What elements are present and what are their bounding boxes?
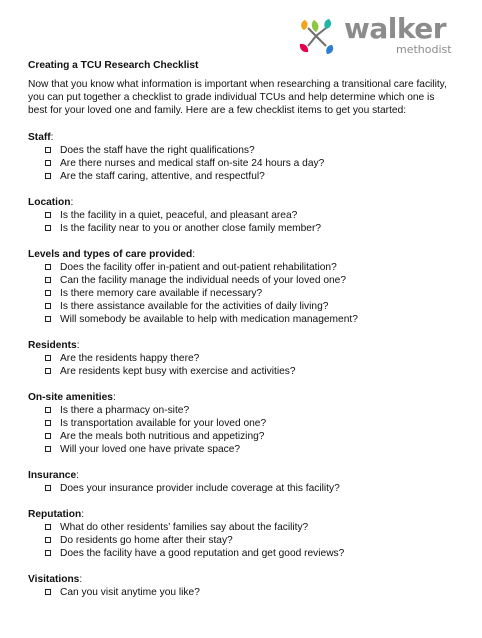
checklist-items: [28, 586, 468, 599]
checklist-item: [28, 586, 468, 599]
checklist-item-text: Is the facility near to you or another close family member?: [60, 223, 322, 234]
checkbox-icon[interactable]: [45, 147, 51, 153]
checkbox-icon[interactable]: [45, 225, 51, 231]
intro-paragraph: Now that you know what information is important when researching a transitional care facility, you can put together a checklist to grade individual TCUs and help determine which one is best for your loved one and family. Here are a few checklist items to get you started:: [28, 79, 447, 116]
checklist-item-text: Can you visit anytime you like?: [60, 587, 200, 598]
checkbox-icon[interactable]: [45, 446, 51, 452]
checkbox-icon[interactable]: [45, 212, 51, 218]
checklist-item-text: Are the staff caring, attentive, and respectful?: [60, 171, 265, 182]
checkbox-icon[interactable]: [45, 173, 51, 179]
section-heading: [28, 573, 468, 586]
section-heading-text: Staff: [28, 132, 51, 143]
section-heading: [28, 469, 468, 482]
checklist-item: [28, 534, 468, 547]
checkbox-icon[interactable]: [45, 290, 51, 296]
section-heading: [28, 248, 468, 261]
section-heading-colon: :: [79, 574, 83, 585]
checklist-item-text: Are there nurses and medical staff on-site 24 hours a day?: [60, 158, 325, 169]
section-heading-colon: :: [192, 249, 196, 260]
section-heading-colon: :: [76, 340, 80, 351]
checkbox-icon[interactable]: [45, 550, 51, 556]
checklist-item-text: Will somebody be available to help with medication management?: [60, 314, 358, 325]
checklist-item-text: Are the residents happy there?: [60, 353, 200, 364]
checklist-section: [28, 469, 468, 495]
checkbox-icon[interactable]: [45, 368, 51, 374]
checkbox-icon[interactable]: [45, 316, 51, 322]
section-heading-text: Visitations: [28, 574, 80, 585]
checkbox-icon[interactable]: [45, 589, 51, 595]
section-heading-colon: :: [76, 470, 79, 481]
checklist-item: [28, 352, 468, 365]
walker-methodist-logo: [296, 14, 466, 58]
checklist-section: [28, 339, 468, 378]
logo-subtitle: methodist: [396, 43, 452, 56]
checklist-items: [28, 209, 468, 235]
checklist-item: [28, 404, 468, 417]
checkbox-icon[interactable]: [45, 355, 51, 361]
checkbox-icon[interactable]: [45, 303, 51, 309]
section-heading-text: Insurance: [28, 470, 77, 481]
checklist-item-text: Is transportation available for your loved one?: [60, 418, 267, 429]
checkbox-icon[interactable]: [45, 537, 51, 543]
checklist-item-text: Is there memory care available if necessary?: [60, 288, 263, 299]
checklist-items: [28, 521, 468, 560]
checklist-section: [28, 248, 468, 326]
checklist-section: [28, 131, 468, 183]
checklist-items: [28, 144, 468, 183]
checklist-item: [28, 482, 468, 495]
checklist-item: [28, 274, 468, 287]
checkbox-icon[interactable]: [45, 485, 51, 491]
checklist-item-text: Are the meals both nutritious and appetizing?: [60, 431, 265, 442]
checkbox-icon[interactable]: [45, 264, 51, 270]
checkbox-icon[interactable]: [45, 433, 51, 439]
checklist-item-text: Does the facility offer in-patient and out-patient rehabilitation?: [60, 262, 337, 273]
section-heading-colon: :: [50, 132, 54, 143]
section-heading-text: Levels and types of care provided: [28, 249, 193, 260]
section-heading-text: Residents: [28, 340, 77, 351]
section-heading: [28, 508, 468, 521]
section-heading-text: On-site amenities: [28, 392, 113, 403]
checklist-item: [28, 209, 468, 222]
logo-wordmark: walker: [344, 12, 447, 45]
section-heading: [28, 339, 468, 352]
logo-mark-icon: [296, 14, 342, 58]
checklist-item-text: Is there a pharmacy on-site?: [60, 405, 190, 416]
checklist-item: [28, 430, 468, 443]
checkbox-icon[interactable]: [45, 524, 51, 530]
checklist-item: [28, 300, 468, 313]
checklist-items: [28, 352, 468, 378]
checklist-item-text: Does your insurance provider include coverage at this facility?: [60, 483, 340, 494]
checkbox-icon[interactable]: [45, 420, 51, 426]
section-heading: [28, 196, 468, 209]
section-heading-text: Location: [28, 197, 71, 208]
checklist-item: [28, 287, 468, 300]
checklist-items: [28, 482, 468, 495]
section-heading: [28, 131, 468, 144]
checklist-item-text: Does the facility have a good reputation and get good reviews?: [60, 548, 345, 559]
checklist-item: [28, 261, 468, 274]
checklist-sections: [28, 131, 468, 599]
checklist-item-text: What do other residents’ families say about the facility?: [60, 522, 309, 533]
checklist-item: [28, 313, 468, 326]
checklist-item: [28, 144, 468, 157]
checklist-item-text: Is the facility in a quiet, peaceful, and pleasant area?: [60, 210, 298, 221]
checklist-item: [28, 521, 468, 534]
checklist-section: [28, 391, 468, 456]
section-heading: [28, 391, 468, 404]
document-body: [28, 59, 468, 612]
section-heading-colon: :: [112, 392, 116, 403]
checklist-item-text: Does the staff have the right qualifications?: [60, 145, 255, 156]
document-title: Creating a TCU Research Checklist: [28, 60, 199, 71]
checklist-section: [28, 196, 468, 235]
checklist-item-text: Is there assistance available for the activities of daily living?: [60, 301, 329, 312]
checklist-items: [28, 404, 468, 456]
checklist-item: [28, 547, 468, 560]
checklist-item-text: Are residents kept busy with exercise and activities?: [60, 366, 296, 377]
checklist-item: [28, 417, 468, 430]
checklist-item-text: Do residents go home after their stay?: [60, 535, 233, 546]
checkbox-icon[interactable]: [45, 407, 51, 413]
checklist-item-text: Can the facility manage the individual needs of your loved one?: [60, 275, 347, 286]
checklist-item: [28, 157, 468, 170]
checklist-item-text: Will your loved one have private space?: [60, 444, 241, 455]
checklist-section: [28, 573, 468, 599]
checklist-item: [28, 443, 468, 456]
checkbox-icon[interactable]: [45, 277, 51, 283]
section-heading-colon: :: [81, 509, 85, 520]
checklist-item: [28, 170, 468, 183]
checklist-section: [28, 508, 468, 560]
checkbox-icon[interactable]: [45, 160, 51, 166]
checklist-items: [28, 261, 468, 326]
checklist-item: [28, 365, 468, 378]
section-heading-colon: :: [70, 197, 74, 208]
section-heading-text: Reputation: [28, 509, 82, 520]
checklist-item: [28, 222, 468, 235]
